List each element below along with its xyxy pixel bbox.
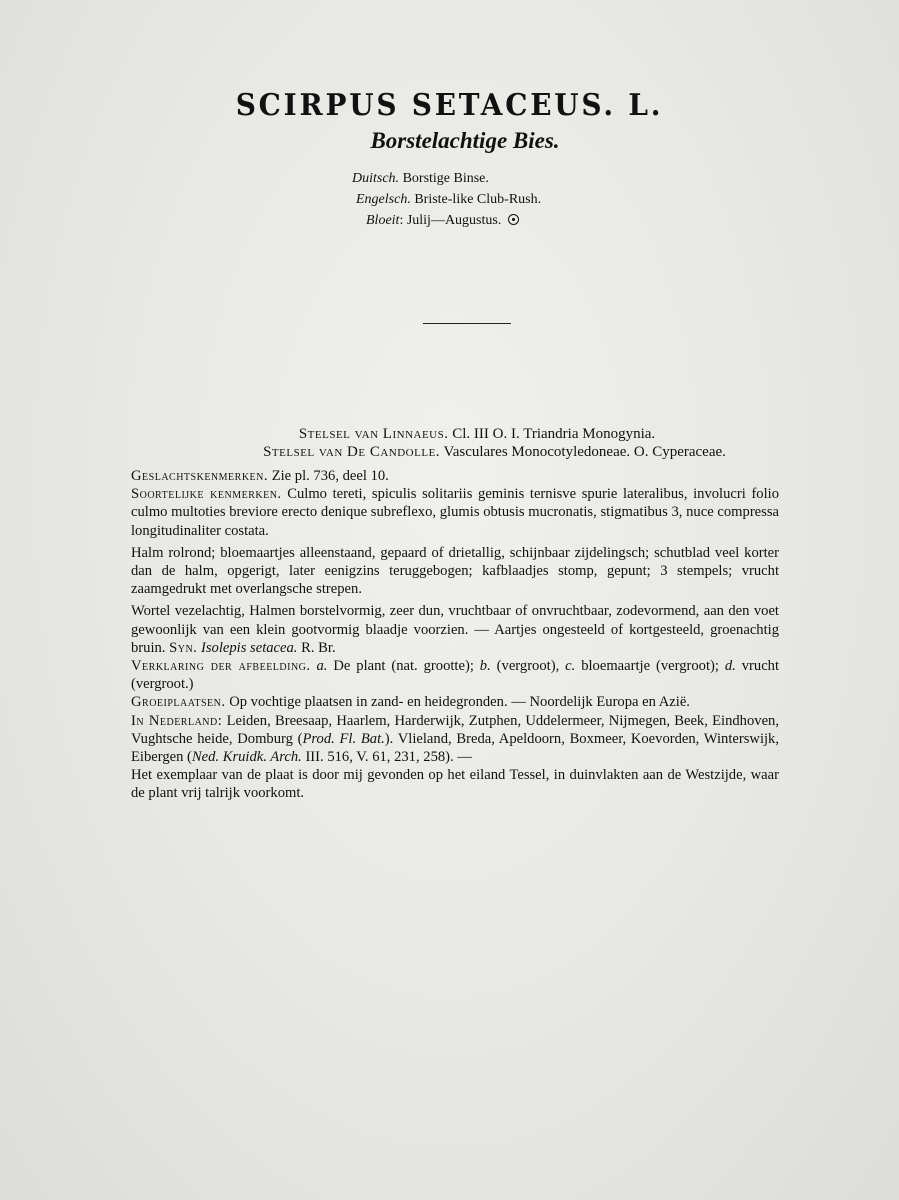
syn-author: R. Br. [301,639,336,656]
groei-label: Groeiplaatsen. [131,694,226,711]
linnaeus-system-line [0,426,899,443]
halm-paragraph [131,544,779,599]
candolle-system-line [0,444,899,461]
soort-label: Soortelijke kenmerken. [131,486,282,503]
english-label: Engelsch. [356,192,411,207]
halm-text: Halm rolrond; bloemaartjes alleenstaand, gepaard of drietallig, schijnbaar zijdelingsch; schutblad veel korter dan de halm, opgerigt, later eenigzins teruggebogen; kafblaadjes stomp, gepunt; 3 stempels; vrucht zaamgedrukt met overlangsche strepen. [131,544,779,598]
wortel-paragraph [131,602,779,657]
verklaring-a: a. [316,658,328,675]
verklaring-label: Verklaring der afbeelding. [131,658,311,675]
german-value: Borstige Binse. [402,171,489,186]
nederland-text-2: ). Vlieland, Breda, Apeldoorn, Boxmeer, Koevorden, Winterswijk, Eibergen ( [131,730,779,766]
verklaring-c: c. [565,658,576,675]
annual-sun-symbol-icon [508,214,519,225]
nederland-ref-2: Ned. Kruidk. Arch. [191,749,302,766]
groei-text: Op vochtige plaatsen in zand- en heidegronden. — Noordelijk Europa en Azië. [229,694,690,711]
soort-text: Culmo tereti, spiculis solitariis geminis ternisve spurie lateralibus, involucri folio culmo multoties breviore erecto denique subreflexo, glumis obtusis mucronatis, stigmatibus 3, nuce compressa longitudinaliter costata. [131,486,780,539]
verklaring-d-text: vrucht (vergroot.) [131,658,780,693]
syn-name: Isolepis setacea. [201,639,298,656]
bloom-value: : Julij—Augustus. [399,213,502,228]
bloom-row [366,210,541,231]
syn-label: Syn. [169,639,198,656]
nederland-text-1: Leiden, Breesaap, Haarlem, Harderwijk, Zutphen, Uddelermeer, Nijmegen, Beek, Eindhoven, Vughtsche heide, Domburg ( [131,712,779,747]
groei-paragraph [131,693,779,711]
wortel-text: Wortel vezelachtig, Halmen borstelvormig, zeer dun, vruchtbaar of onvruchtbaar, zodevormend, aan den voet gewoonlijk van een klein gootvormig blaadje voorzien. — Aartjes ongesteeld of kortgesteeld, groenachtig bruin. [131,603,779,656]
english-name-row [356,189,541,210]
verklaring-d: d. [724,658,736,675]
linnaeus-value: Cl. III O. I. Triandria Monogynia. [452,426,656,442]
candolle-label: Stelsel van De Candolle. [263,444,441,460]
nederland-text-3: III. 516, V. 61, 231, 258). — [305,749,472,766]
description-body [131,467,779,803]
english-value: Briste-like Club-Rush. [414,192,542,207]
page-subtitle: Borstelachtige Bies. [370,128,560,153]
nederland-paragraph [131,712,779,767]
nederland-label: In Nederland: [131,712,223,729]
soort-paragraph [131,485,779,540]
common-names-block [352,168,541,231]
candolle-value: Vasculares Monocotyledoneae. O. Cyperaceae. [443,444,726,460]
divider-rule [423,323,511,324]
geslacht-paragraph [131,467,779,485]
exemplaar-text: Het exemplaar van de plaat is door mij gevonden op het eiland Tessel, in duinvlakten aan de Westzijde, waar de plant vrij talrijk voorkomt. [131,767,779,802]
german-label: Duitsch. [352,171,400,186]
exemplaar-paragraph [131,766,779,802]
verklaring-a-text: De plant (nat. grootte); [333,658,474,675]
verklaring-b-text: (vergroot), [496,658,560,675]
geslacht-text: Zie pl. 736, deel 10. [271,468,389,484]
page-title: SCIRPUS SETACEUS. L. [235,88,664,123]
verklaring-paragraph [131,657,779,693]
bloom-label: Bloeit [366,213,400,228]
verklaring-b: b. [479,658,491,675]
german-name-row [352,168,541,189]
nederland-ref-1: Prod. Fl. Bat. [302,730,385,747]
verklaring-c-text: bloemaartje (vergroot); [581,658,719,675]
linnaeus-label: Stelsel van Linnaeus. [298,426,449,442]
geslacht-label: Geslachtskenmerken. [131,468,269,484]
